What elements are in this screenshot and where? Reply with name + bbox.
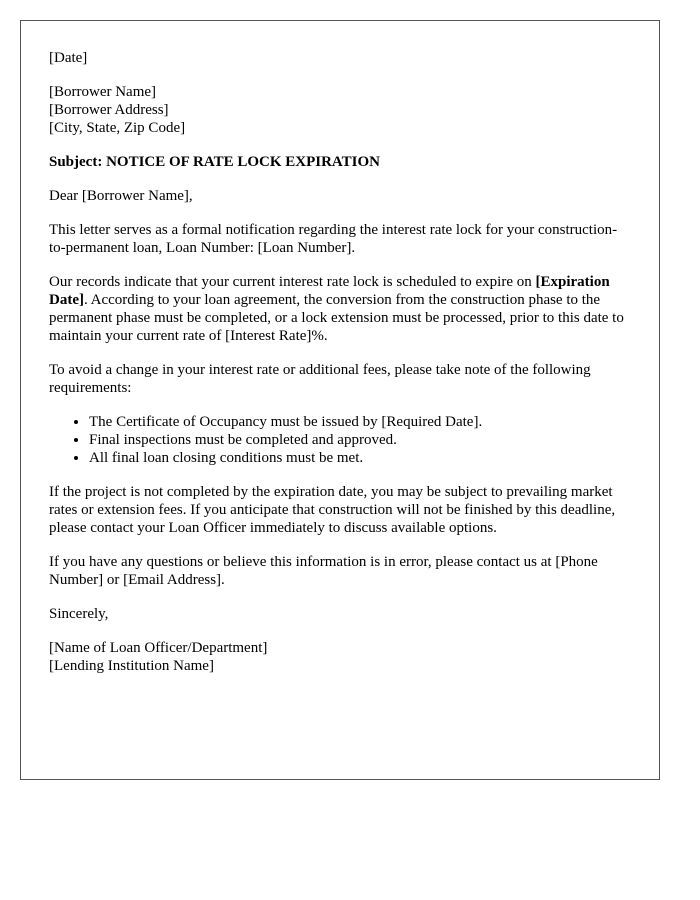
recipient-name: [Borrower Name] — [49, 84, 157, 100]
closing: Sincerely, — [49, 606, 109, 622]
recipient-block — [49, 83, 631, 137]
requirement-item: • Final inspections must be completed and approved. — [89, 431, 631, 449]
requirements-list — [49, 413, 631, 467]
expiration-text-after: . According to your loan agreement, the conversion from the construction phase to the permanent phase must be completed, or a lock extension must be processed, prior to this date to maintain your current rate of [Interest Rate]%. — [49, 292, 624, 344]
expiration-date-placeholder: [Expiration Date] — [49, 274, 610, 308]
recipient-city-line: [City, State, Zip Code] — [49, 120, 186, 136]
signature-block — [49, 639, 631, 675]
salutation: Dear [Borrower Name], — [49, 188, 193, 204]
paragraph-contact: If you have any questions or believe this information is in error, please contact us at [Phone Number] or [Email Address]. — [49, 554, 598, 588]
paragraph-requirements-intro: To avoid a change in your interest rate or additional fees, please take note of the following requirements: — [49, 362, 591, 396]
requirement-item: • All final loan closing conditions must be met. — [89, 449, 631, 467]
expiration-text-before: Our records indicate that your current interest rate lock is scheduled to expire on — [49, 274, 536, 290]
requirement-item: • The Certificate of Occupancy must be issued by [Required Date]. — [89, 413, 631, 431]
subject-line — [49, 153, 631, 171]
subject-label: Subject: — [49, 154, 103, 170]
signature-name: [Name of Loan Officer/Department] — [49, 640, 268, 656]
paragraph-expiration — [49, 273, 631, 345]
letter-date: [Date] — [49, 50, 88, 66]
subject-text: NOTICE OF RATE LOCK EXPIRATION — [106, 154, 380, 170]
paragraph-consequences: If the project is not completed by the expiration date, you may be subject to prevailing market rates or extension fees. If you anticipate that construction will not be finished by this deadline, please contact your Loan Officer immediately to discuss available options. — [49, 484, 616, 536]
letter-page — [20, 20, 660, 780]
paragraph-notification: This letter serves as a formal notification regarding the interest rate lock for your construction-to-permanent loan, Loan Number: [Loan Number]. — [49, 222, 618, 256]
recipient-address: [Borrower Address] — [49, 102, 169, 118]
signature-institution: [Lending Institution Name] — [49, 658, 214, 674]
